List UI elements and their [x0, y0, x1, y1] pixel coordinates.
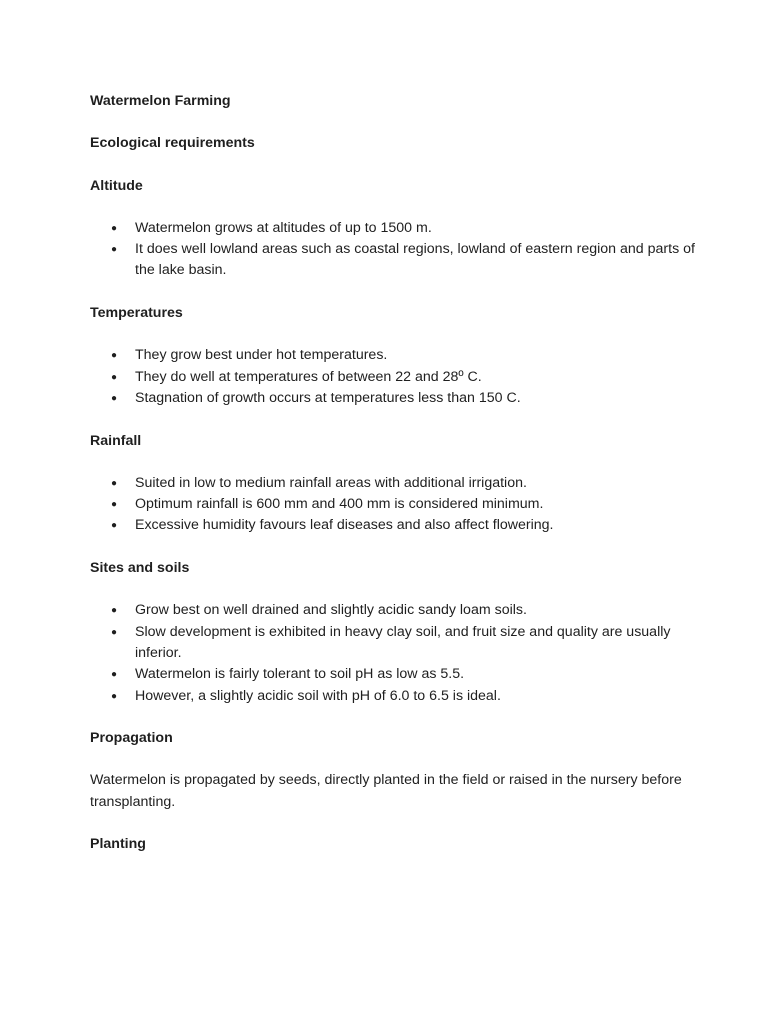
list-item: ● However, a slightly acidic soil with pH of 6.0 to 6.5 is ideal.	[90, 686, 708, 707]
section-heading-planting: Planting	[90, 836, 146, 853]
spacer	[90, 409, 708, 430]
list-item: ● Watermelon is fairly tolerant to soil pH as low as 5.5.	[90, 664, 708, 685]
list-item: ● Optimum rainfall is 600 mm and 400 mm is considered minimum.	[90, 494, 708, 515]
spacer	[90, 537, 708, 558]
section-heading-ecological-requirements: Ecological requirements	[90, 135, 255, 152]
list-item: ● They grow best under hot temperatures.	[90, 345, 708, 366]
document-title: Watermelon Farming	[90, 93, 231, 109]
list-item: ● Excessive humidity favours leaf diseases and also affect flowering.	[90, 515, 708, 536]
propagation-paragraph: Watermelon is propagated by seeds, directly planted in the field or raised in the nursery before transplanting.	[90, 772, 682, 810]
temperatures-list	[90, 345, 708, 409]
spacer	[90, 707, 708, 728]
spacer	[90, 749, 708, 770]
spacer	[90, 154, 708, 175]
list-item: ● Suited in low to medium rainfall areas with additional irrigation.	[90, 473, 708, 494]
list-item: ● It does well lowland areas such as coastal regions, lowland of eastern region and parts of the lake basin.	[90, 239, 708, 282]
altitude-list	[90, 218, 708, 282]
list-item: ● They do well at temperatures of between 22 and 28º C.	[90, 367, 708, 388]
list-item: ● Watermelon grows at altitudes of up to 1500 m.	[90, 218, 708, 239]
section-heading-temperatures: Temperatures	[90, 305, 183, 322]
list-item: ● Stagnation of growth occurs at temperatures less than 150 C.	[90, 388, 708, 409]
section-heading-altitude: Altitude	[90, 177, 143, 194]
rainfall-list	[90, 473, 708, 537]
section-heading-propagation: Propagation	[90, 730, 173, 747]
spacer	[90, 452, 708, 473]
list-item: ● Slow development is exhibited in heavy clay soil, and fruit size and quality are usually inferior.	[90, 622, 708, 665]
spacer	[90, 112, 708, 133]
spacer	[90, 282, 708, 303]
sites-and-soils-list	[90, 600, 708, 706]
spacer	[90, 813, 708, 834]
section-heading-sites-and-soils: Sites and soils	[90, 560, 190, 577]
section-heading-rainfall: Rainfall	[90, 432, 142, 449]
list-item: ● Grow best on well drained and slightly acidic sandy loam soils.	[90, 600, 708, 621]
spacer	[90, 197, 708, 218]
spacer	[90, 324, 708, 345]
spacer	[90, 579, 708, 600]
